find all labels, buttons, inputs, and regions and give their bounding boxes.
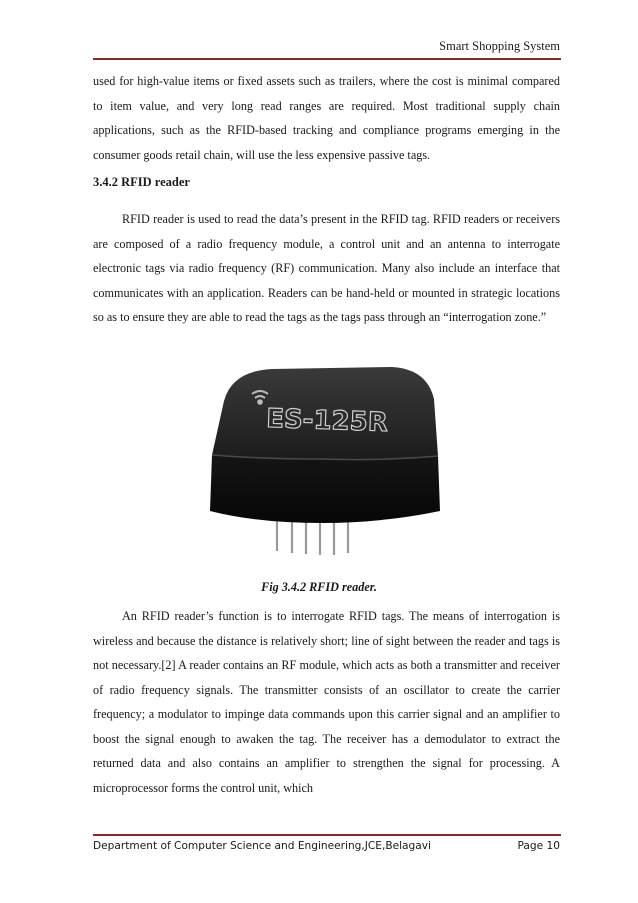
module-front-face <box>210 455 440 523</box>
page-number: Page 10 <box>517 840 560 852</box>
rfid-reader-photo <box>202 361 447 571</box>
figure-caption: Fig 3.4.2 RFID reader. <box>261 580 377 594</box>
header-rule <box>93 58 561 60</box>
rfid-reader-module-illustration <box>202 361 447 571</box>
paragraph-reader-function: An RFID reader’s function is to interrogate RFID tags. The means of interrogation is wireless and because the distance is relatively short; line of sight between the reader and tags is not necessary.[2] A reader contains an RF module, which acts as both a transmitter and receiver of radio frequency signals. The transmitter consists of an oscillator to create the carrier frequency; a modulator to impinge data commands upon this carrier signal and an amplifier to boost the signal enough to awaken the tag. The receiver has a demodulator to extract the returned data and also contains an amplifier to strengthen the signal for processing. A microprocessor forms the control unit, which <box>93 609 560 795</box>
module-label: ES-125R <box>265 403 389 439</box>
running-header: Smart Shopping System <box>439 39 560 53</box>
footer-rule <box>93 834 561 836</box>
section-heading: 3.4.2 RFID reader <box>93 175 190 189</box>
paragraph-rfid-reader-intro: RFID reader is used to read the data’s present in the RFID tag. RFID readers or receivers are composed of a radio frequency module, a control unit and an antenna to interrogate electronic tags via radio frequency (RF) communication. Many also include an interface that communicates with an application. Readers can be hand-held or mounted in strategic locations so as to ensure they are able to read the tags as the tags pass through an “interrogation zone.” <box>93 212 560 324</box>
footer-department: Department of Computer Science and Engineering,JCE,Belagavi <box>93 840 431 852</box>
paragraph-passive-tags: used for high-value items or fixed assets such as trailers, where the cost is minimal compared to item value, and very long read ranges are required. Most traditional supply chain applications, such as the RFID-based tracking and compliance programs emerging in the consumer goods retail chain, will use the less expensive passive tags. <box>93 74 560 162</box>
